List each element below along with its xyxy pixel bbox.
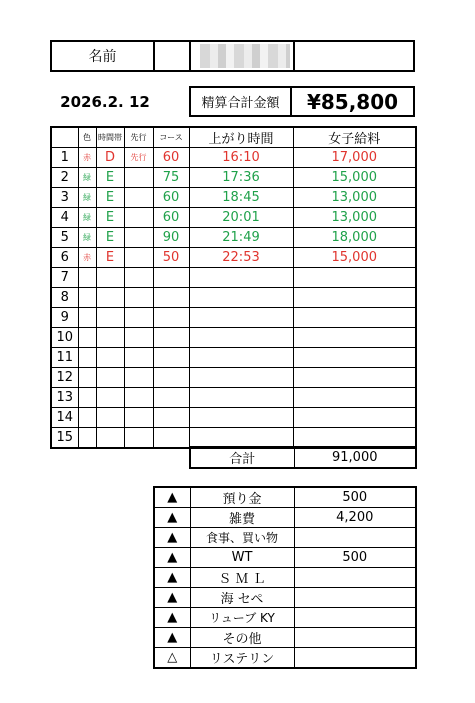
expense-row (154, 628, 416, 648)
expense-label: 預り金 (190, 487, 294, 508)
color-cell[interactable] (78, 408, 96, 428)
pay-cell[interactable] (293, 428, 416, 448)
color-cell[interactable] (78, 288, 96, 308)
slot-cell[interactable] (96, 268, 124, 288)
color-cell[interactable] (78, 308, 96, 328)
row-number: 10 (51, 328, 78, 348)
slot-cell[interactable] (96, 408, 124, 428)
end-time-cell[interactable] (189, 348, 293, 368)
table-row (51, 148, 416, 168)
expense-label: リステリン (190, 648, 294, 669)
header-advance: 先行 (124, 127, 153, 148)
name-divider-1 (153, 40, 155, 72)
advance-cell[interactable] (124, 408, 153, 428)
color-cell[interactable] (78, 368, 96, 388)
expense-mark: ▲ (154, 528, 190, 548)
expense-mark: ▲ (154, 508, 190, 528)
color-cell[interactable]: 緑 (78, 188, 96, 208)
color-cell[interactable] (78, 428, 96, 448)
course-cell[interactable]: 60 (153, 188, 189, 208)
expense-row (154, 487, 416, 508)
row-number: 4 (51, 208, 78, 228)
expense-label: Ｓ Ｍ Ｌ (190, 568, 294, 588)
table-row (51, 208, 416, 228)
pay-cell[interactable]: 15,000 (293, 248, 416, 268)
date-text: 2026.2. 12 (60, 93, 150, 111)
pay-cell[interactable] (293, 388, 416, 408)
course-cell[interactable] (153, 328, 189, 348)
header-end-time: 上がり時間 (189, 127, 293, 148)
name-divider-3 (293, 40, 295, 72)
advance-cell[interactable] (124, 428, 153, 448)
expense-value[interactable]: 500 (294, 487, 416, 508)
expense-row (154, 528, 416, 548)
course-cell[interactable]: 50 (153, 248, 189, 268)
slot-cell[interactable] (96, 288, 124, 308)
course-cell[interactable]: 60 (153, 208, 189, 228)
expense-label: 食事、買い物 (190, 528, 294, 548)
table-row (51, 228, 416, 248)
color-cell[interactable] (78, 348, 96, 368)
expense-label: その他 (190, 628, 294, 648)
expense-mark: ▲ (154, 608, 190, 628)
course-cell[interactable]: 75 (153, 168, 189, 188)
slot-cell[interactable]: E (96, 228, 124, 248)
advance-cell[interactable]: 先行 (124, 148, 153, 168)
advance-cell[interactable] (124, 348, 153, 368)
expense-label: リューブ KY (190, 608, 294, 628)
expense-label: 海 セペ (190, 588, 294, 608)
pay-cell[interactable] (293, 328, 416, 348)
pay-cell[interactable]: 17,000 (293, 148, 416, 168)
expense-row (154, 588, 416, 608)
end-time-cell[interactable] (189, 408, 293, 428)
expense-value[interactable]: 4,200 (294, 508, 416, 528)
table-row (51, 328, 416, 348)
course-cell[interactable]: 60 (153, 148, 189, 168)
expense-value[interactable] (294, 528, 416, 548)
slot-cell[interactable] (96, 388, 124, 408)
row-number: 7 (51, 268, 78, 288)
table-row (51, 428, 416, 448)
row-number: 12 (51, 368, 78, 388)
end-time-cell[interactable]: 16:10 (189, 148, 293, 168)
pay-cell[interactable] (293, 268, 416, 288)
course-cell[interactable] (153, 428, 189, 448)
end-time-cell[interactable] (189, 368, 293, 388)
color-cell[interactable]: 緑 (78, 228, 96, 248)
end-time-cell[interactable] (189, 288, 293, 308)
pay-cell[interactable] (293, 288, 416, 308)
advance-cell[interactable] (124, 248, 153, 268)
end-time-cell[interactable]: 21:49 (189, 228, 293, 248)
expense-value[interactable] (294, 568, 416, 588)
end-time-cell[interactable]: 17:36 (189, 168, 293, 188)
row-number: 2 (51, 168, 78, 188)
table-row (51, 308, 416, 328)
table-row (51, 388, 416, 408)
color-cell[interactable]: 緑 (78, 168, 96, 188)
table-row (51, 268, 416, 288)
advance-cell[interactable] (124, 168, 153, 188)
expense-mark: ▲ (154, 588, 190, 608)
row-number: 14 (51, 408, 78, 428)
expense-row (154, 648, 416, 669)
slot-cell[interactable]: E (96, 248, 124, 268)
table-header-row (51, 127, 416, 148)
row-number: 9 (51, 308, 78, 328)
total-label: 合計 (190, 447, 294, 468)
total-row (189, 446, 417, 469)
color-cell[interactable] (78, 388, 96, 408)
pay-cell[interactable] (293, 368, 416, 388)
pay-cell[interactable] (293, 308, 416, 328)
course-cell[interactable] (153, 388, 189, 408)
name-value[interactable] (191, 42, 293, 70)
expense-row (154, 508, 416, 528)
advance-cell[interactable] (124, 208, 153, 228)
expense-label: WT (190, 548, 294, 568)
end-time-cell[interactable] (189, 388, 293, 408)
header-course: コース (153, 127, 189, 148)
slot-cell[interactable] (96, 368, 124, 388)
expense-value[interactable] (294, 648, 416, 669)
pay-cell[interactable] (293, 408, 416, 428)
expense-mark: ▲ (154, 487, 190, 508)
expense-row (154, 608, 416, 628)
header-no (51, 127, 78, 148)
expense-label: 雑費 (190, 508, 294, 528)
slot-cell[interactable] (96, 308, 124, 328)
total-value: 91,000 (294, 447, 416, 468)
advance-cell[interactable] (124, 388, 153, 408)
header-color: 色 (78, 127, 96, 148)
shift-table (50, 126, 417, 449)
advance-cell[interactable] (124, 288, 153, 308)
row-number: 1 (51, 148, 78, 168)
table-row (51, 408, 416, 428)
end-time-cell[interactable]: 18:45 (189, 188, 293, 208)
color-cell[interactable]: 赤 (78, 248, 96, 268)
pay-cell[interactable]: 18,000 (293, 228, 416, 248)
course-cell[interactable] (153, 368, 189, 388)
advance-cell[interactable] (124, 228, 153, 248)
row-number: 11 (51, 348, 78, 368)
expense-mark: ▲ (154, 628, 190, 648)
slot-cell[interactable]: E (96, 208, 124, 228)
slot-cell[interactable]: E (96, 188, 124, 208)
expense-value[interactable] (294, 628, 416, 648)
settlement-label: 精算合計金額 (201, 96, 280, 111)
row-number: 3 (51, 188, 78, 208)
course-cell[interactable] (153, 348, 189, 368)
expense-value[interactable]: 500 (294, 548, 416, 568)
expense-row (154, 568, 416, 588)
advance-cell[interactable] (124, 368, 153, 388)
color-cell[interactable] (78, 268, 96, 288)
pay-cell[interactable] (293, 348, 416, 368)
header-pay: 女子給料 (293, 127, 416, 148)
slot-cell[interactable]: E (96, 168, 124, 188)
table-row (51, 248, 416, 268)
expense-mark: ▲ (154, 568, 190, 588)
end-time-cell[interactable]: 20:01 (189, 208, 293, 228)
advance-cell[interactable] (124, 328, 153, 348)
row-number: 5 (51, 228, 78, 248)
end-time-cell[interactable]: 22:53 (189, 248, 293, 268)
pay-cell[interactable]: 13,000 (293, 208, 416, 228)
color-cell[interactable] (78, 328, 96, 348)
table-row (51, 188, 416, 208)
row-number: 15 (51, 428, 78, 448)
table-row (51, 368, 416, 388)
end-time-cell[interactable] (189, 428, 293, 448)
slot-cell[interactable] (96, 328, 124, 348)
table-row (51, 288, 416, 308)
advance-cell[interactable] (124, 308, 153, 328)
slot-cell[interactable] (96, 428, 124, 448)
expense-mark: △ (154, 648, 190, 669)
course-cell[interactable]: 90 (153, 228, 189, 248)
end-time-cell[interactable] (189, 268, 293, 288)
course-cell[interactable] (153, 308, 189, 328)
advance-cell[interactable] (124, 188, 153, 208)
row-number: 13 (51, 388, 78, 408)
expense-row (154, 548, 416, 568)
color-cell[interactable]: 赤 (78, 148, 96, 168)
advance-cell[interactable] (124, 268, 153, 288)
color-cell[interactable]: 緑 (78, 208, 96, 228)
pay-cell[interactable]: 13,000 (293, 188, 416, 208)
table-row (51, 168, 416, 188)
header-slot: 時間帯 (96, 127, 124, 148)
end-time-cell[interactable] (189, 308, 293, 328)
row-number: 6 (51, 248, 78, 268)
name-label: 名前 (88, 49, 117, 65)
expense-value[interactable] (294, 608, 416, 628)
slot-cell[interactable]: D (96, 148, 124, 168)
pay-cell[interactable]: 15,000 (293, 168, 416, 188)
expense-mark: ▲ (154, 548, 190, 568)
expense-value[interactable] (294, 588, 416, 608)
expenses-table (153, 486, 417, 669)
end-time-cell[interactable] (189, 328, 293, 348)
table-row (51, 348, 416, 368)
settlement-amount: ¥85,800 (306, 89, 399, 114)
course-cell[interactable] (153, 268, 189, 288)
row-number: 8 (51, 288, 78, 308)
course-cell[interactable] (153, 288, 189, 308)
slot-cell[interactable] (96, 348, 124, 368)
course-cell[interactable] (153, 408, 189, 428)
